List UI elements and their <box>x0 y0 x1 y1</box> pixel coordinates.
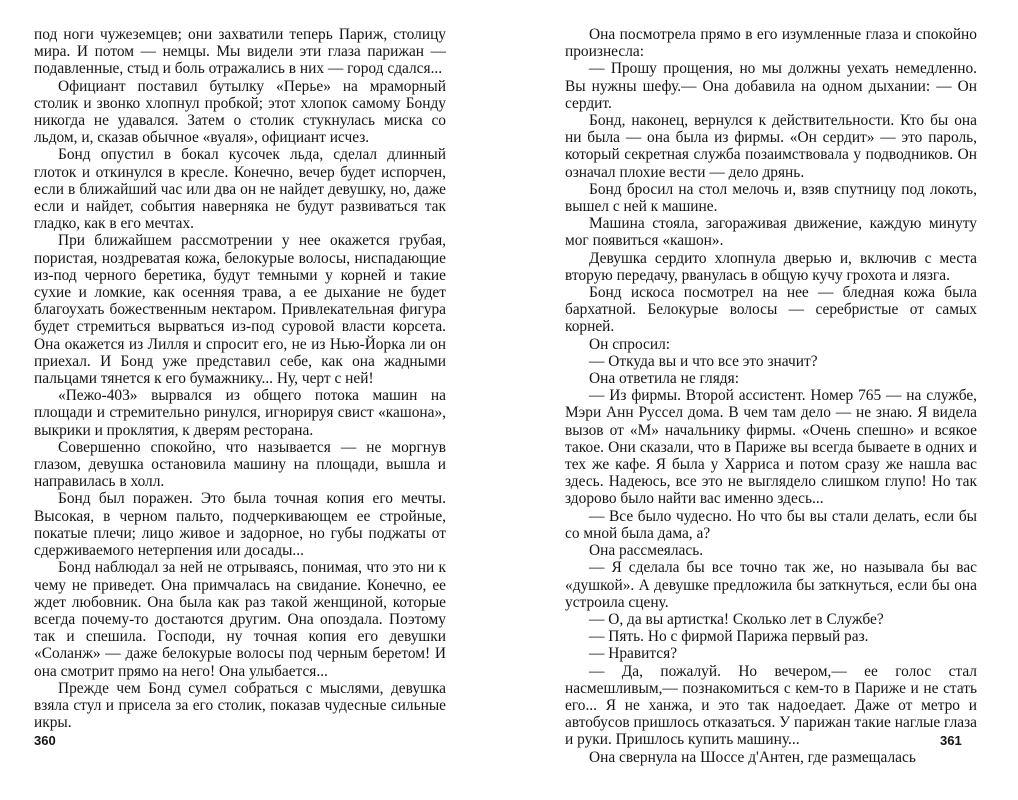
paragraph: Бонд наблюдал за ней не отрываясь, понимая, что это ни к чему не приведет. Она примчалась на свидание. Конечно, ее ждет любовник. Она была как раз такой женщиной, которые всегда почему-то достаются другим. Она опоздала. Поэтому так и спешила. Господи, ну точная копия его девушки «Соланж» — даже белокурые волосы под черным беретом! И она смотрит прямо на него! Она улыбается... <box>34 559 446 680</box>
paragraph: Она посмотрела прямо в его изумленные глаза и спокойно произнесла: <box>565 26 977 61</box>
paragraph: — Нравится? <box>589 645 678 663</box>
paragraph: Она рассмеялась. <box>589 542 704 560</box>
paragraph: — О, да вы артистка! Сколько лет в Службе? <box>589 610 884 628</box>
paragraph: — Я сделала бы все точно так же, но называла бы вас «душкой». А девушке предложила бы заткнуться, если бы она устроила сцену. <box>565 559 977 611</box>
paragraph: под ноги чужеземцев; они захватили теперь Париж, столицу мира. И потом — немцы. Мы видели эти глаза парижан — подавленные, стыд и боль отражались в них — город сдался... <box>34 26 446 78</box>
right-page <box>565 26 977 766</box>
paragraph: Бонд, наконец, вернулся к действительности. Кто бы она ни была — она была из фирмы. «Он сердит» — это пароль, который секретная служба позаимствовала у подводников. Он означал плохие вести — дело дрянь. <box>565 112 977 181</box>
paragraph: Прежде чем Бонд сумел собраться с мыслями, девушка взяла стул и присела за его столик, показав чудесные сильные икры. <box>34 679 446 732</box>
paragraph: Официант поставил бутылку «Перье» на мраморный столик и звонко хлопнул пробкой; этот хлопок самому Бонду никогда не удавался. Затем о столик стукнулась миска со льдом, и, сказав обычное «вуаля», официант исчез. <box>34 77 446 147</box>
paragraph: Бонд опустил в бокал кусочек льда, сделал длинный глоток и откинулся в кресле. Конечно, вечер будет испорчен, если в ближайший час или два он не найдет девушку, но, даже если и найдет, события наверняка не будут развиваться так гладко, как в его мечтах. <box>34 146 446 233</box>
paragraph: — Да, пожалуй. Но вечером,— ее голос стал насмешливым,— познакомиться с кем-то в Париже и не стать его... Я не ханжа, и это так надоедает. Даже от метро и автобусов пришлось отказаться. У парижан такие наглые глаза и руки. Пришлось купить машину... <box>565 662 977 749</box>
paragraph: Она ответила не глядя: <box>589 370 739 388</box>
paragraph: Девушка сердито хлопнула дверью и, включив с места вторую передачу, рванулась в общую кучу грохота и лязга. <box>565 249 977 284</box>
paragraph: — Из фирмы. Второй ассистент. Номер 765 — на службе, Мэри Анн Руссел дома. В чем там дело — не знаю. Я видела вызов от «М» начальнику фирмы. «Очень спешно» и всякое такое. Они сказали, что в Париже вы всегда бываете в одних и тех же кафе. Я была у Харриса и потом сразу же нашла вас здесь. Надеюсь, все это не выглядело слишком глупо! Но так здорово было найти вас именно здесь... <box>565 387 977 508</box>
paragraph: — Все было чудесно. Но что бы вы стали делать, если бы со мной была дама, а? <box>565 507 977 542</box>
paragraph: Он спросил: <box>589 335 671 353</box>
paragraph: — Откуда вы и что все это значит? <box>589 352 818 370</box>
paragraph: При ближайшем рассмотрении у нее окажется грубая, пористая, ноздреватая кожа, белокурые волосы, ниспадающие из-под черного беретика, будут темными у корней и такие сухие и ломкие, как осенняя трава, а ее дыхание не будет благоухать божественным нектаром. Привлекательная фигура будет стремиться вырваться из-под суровой власти корсета. Она окажется из Лилля и спросит его, не из Нью-Йорка ли он приехал. И Бонд уже представил себе, как она жадными пальцами тянется к его бумажнику... Ну, черт с ней! <box>34 232 446 388</box>
paragraph: Бонд искоса посмотрел на нее — бледная кожа была бархатной. Белокурые волосы — серебристые от самых корней. <box>565 284 977 336</box>
left-page <box>34 26 446 731</box>
paragraph: — Пять. Но с фирмой Парижа первый раз. <box>589 628 869 646</box>
paragraph: «Пежо-403» вырвался из общего потока машин на площади и стремительно ринулся, игнорируя свист «кашона», выкрики и проклятия, к дверям ресторана. <box>34 387 446 439</box>
page-number-right: 361 <box>940 733 962 748</box>
paragraph: — Прошу прощения, но мы должны уехать немедленно. Вы нужны шефу.— Она добавила на одном дыхании: — Он сердит. <box>565 60 977 112</box>
paragraph: Машина стояла, загораживая движение, каждую минуту мог появиться «кашон». <box>565 215 977 250</box>
paragraph: Бонд бросил на стол мелочь и, взяв спутницу под локоть, вышел с ней к машине. <box>565 180 977 216</box>
page-number-left: 360 <box>34 733 56 748</box>
paragraph: Она свернула на Шоссе д'Антен, где размещалась <box>589 748 916 766</box>
paragraph: Совершенно спокойно, что называется — не моргнув глазом, девушка остановила машину на площади, вышла и направилась в холл. <box>34 438 446 491</box>
paragraph: Бонд был поражен. Это была точная копия его мечты. Высокая, в черном пальто, подчеркивающем ее стройные, покатые плечи; лицо живое и задорное, но губы поджаты от сдерживаемого нетерпения или досады... <box>34 490 446 560</box>
